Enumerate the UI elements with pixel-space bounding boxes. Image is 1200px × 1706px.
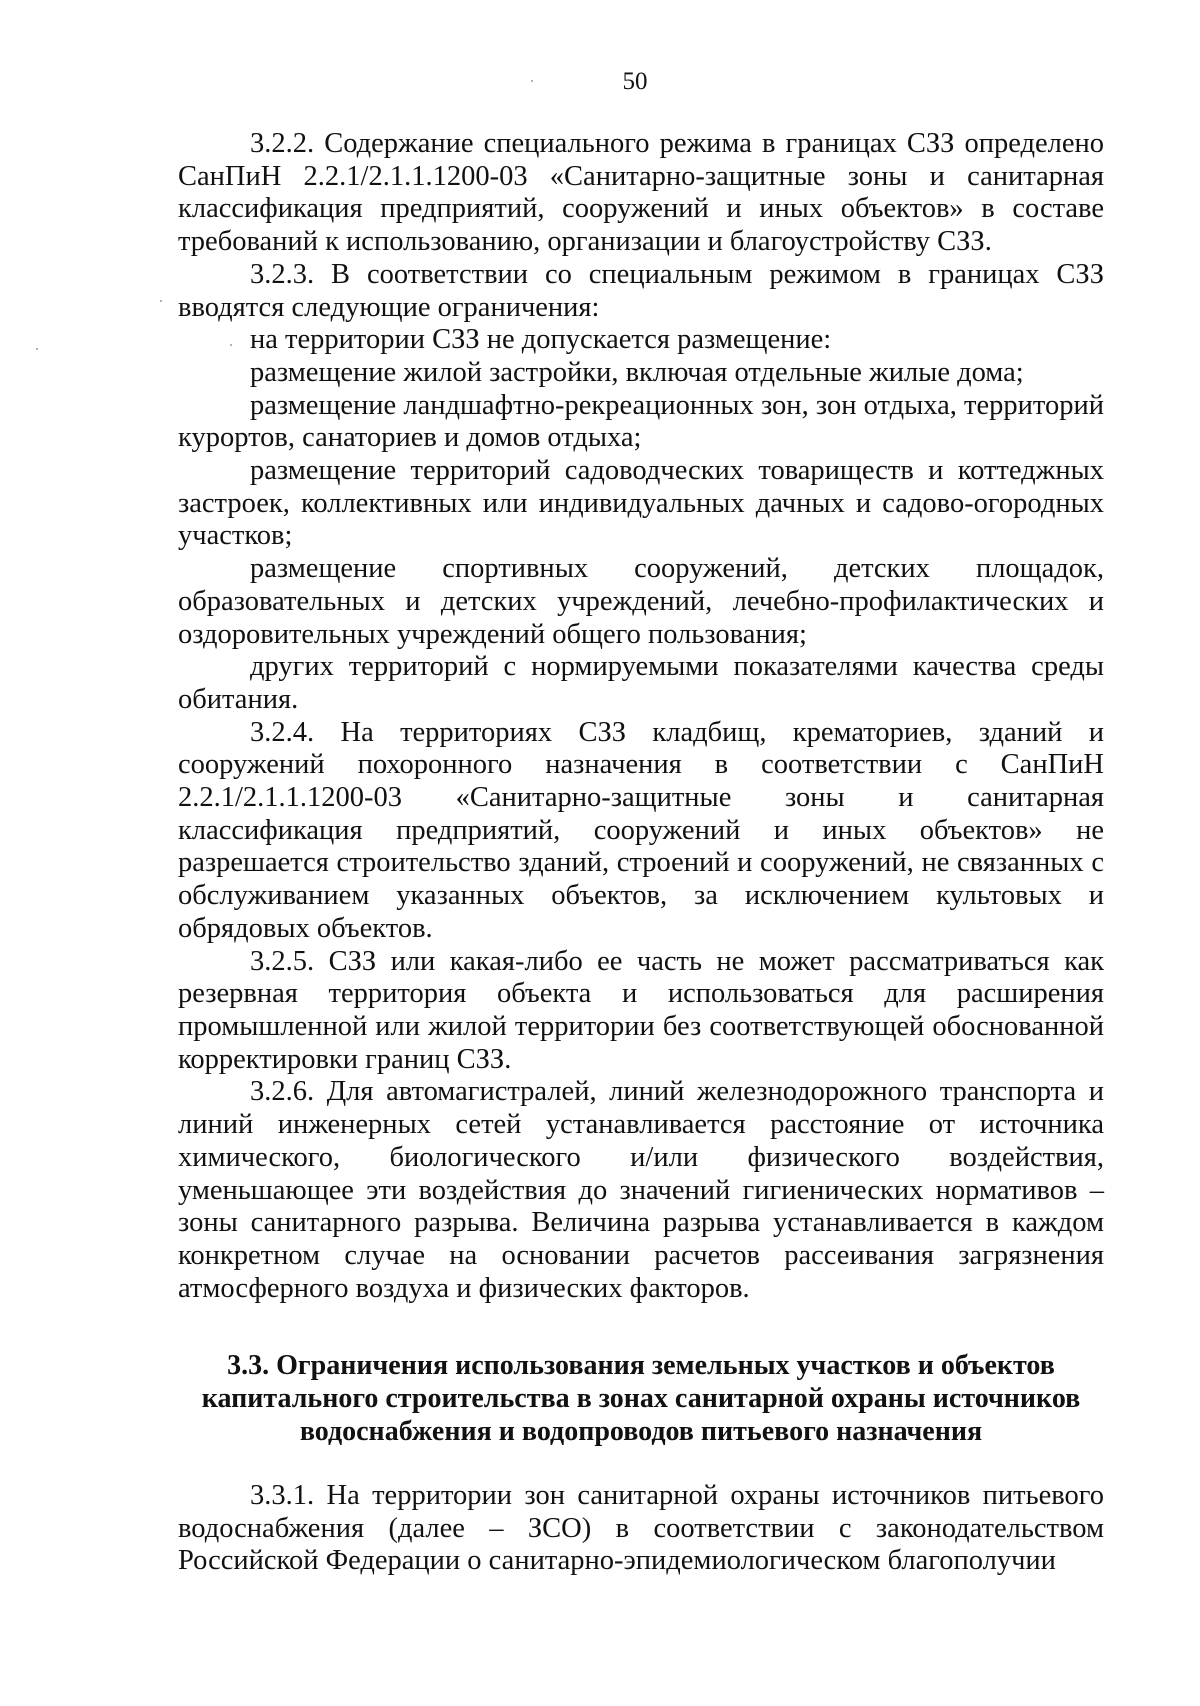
restriction-item: размещение жилой застройки, включая отдельные жилые дома; [250, 356, 1024, 388]
heading-line: 3.3. Ограничения использования земельных участков и объектов [227, 1350, 1055, 1381]
restriction-item: других территорий с нормируемыми показателями качества среды обитания. [178, 651, 1104, 715]
restriction-item: размещение территорий садоводческих товариществ и коттеджных застроек, коллективных или индивидуальных дачных и садово-огородных участков; [178, 455, 1104, 552]
restriction-item: размещение ландшафтно-рекреационных зон, зон отдыха, территорий курортов, санаториев и домов отдыха; [178, 389, 1104, 454]
paragraph-3-2-4: 3.2.4. На территориях СЗЗ кладбищ, крематориев, зданий и сооружений похоронного назначения в соответствии с СанПиН 2.2.1/2.1.1.1200-03 «Санитарно-защитные зоны и санитарная классификация предприятий, сооружений и иных объектов» не разрешается строительство зданий, строений и сооружений, не связанных с обслуживанием указанных объектов, за исключением культовых и обрядовых объектов. [178, 716, 1104, 944]
scan-speck [36, 348, 38, 350]
paragraph-3-2-5: 3.2.5. СЗЗ или какая-либо ее часть не может рассматриваться как резервная территория объекта и использоваться для расширения промышленной или жилой территории без соответствующей обоснованной корректировки границ СЗЗ. [178, 945, 1104, 1075]
paragraph-3-2-2: 3.2.2. Содержание специального режима в границах СЗЗ определено СанПиН 2.2.1/2.1.1.1200-03 «Санитарно-защитные зоны и санитарная классификация предприятий, сооружений и иных объектов» в составе требований к использованию, организации и благоустройству СЗЗ. [178, 128, 1104, 258]
document-body [178, 128, 1104, 1305]
scan-speck [531, 80, 533, 82]
restriction-item: размещение спортивных сооружений, детских площадок, образовательных и детских учреждений, лечебно-профилактических и оздоровительных учреждений общего пользования; [178, 553, 1104, 650]
paragraph-3-2-3: 3.2.3. В соответствии со специальным режимом в границах СЗЗ вводятся следующие ограничения: [178, 258, 1104, 323]
scan-speck [230, 344, 232, 346]
heading-line: капитального строительства в зонах санитарной охраны источников [201, 1383, 1081, 1414]
section-body [178, 1480, 1104, 1578]
heading-line: водоснабжения и водопроводов питьевого назначения [299, 1416, 983, 1447]
section-heading-3-3 [178, 1349, 1104, 1448]
page-number: 50 [622, 68, 648, 95]
paragraph-3-2-6: 3.2.6. Для автомагистралей, линий железнодорожного транспорта и линий инженерных сетей устанавливается расстояние от источника химического, биологического и/или физического воздействия, уменьшающее эти воздействия до значений гигиенических нормативов – зоны санитарного разрыва. Величина разрыва устанавливается в каждом конкретном случае на основании расчетов рассеивания загрязнения атмосферного воздуха и физических факторов. [178, 1076, 1104, 1304]
paragraph-3-3-1: 3.3.1. На территории зон санитарной охраны источников питьевого водоснабжения (далее – ЗСО) в соответствии с законодательством Российской Федерации о санитарно-эпидемиологическом благополучии [178, 1480, 1104, 1577]
restriction-intro: на территории СЗЗ не допускается размещение: [250, 324, 832, 356]
scan-speck [160, 300, 162, 302]
